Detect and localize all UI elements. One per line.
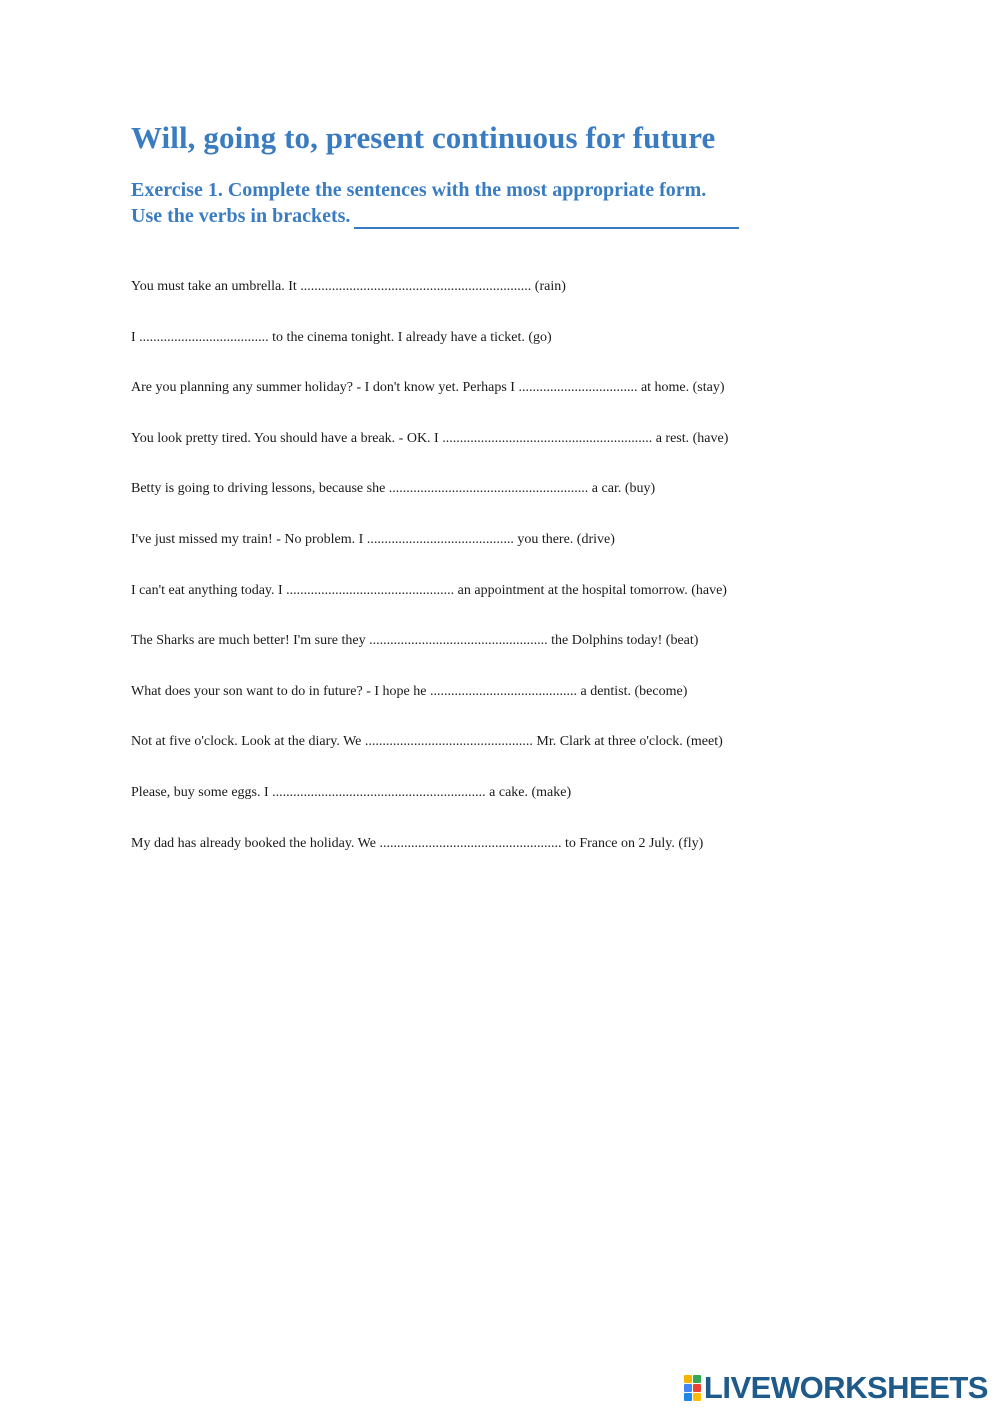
logo-square: [684, 1393, 692, 1401]
logo-square: [684, 1384, 692, 1392]
instruction-line-1: Exercise 1. Complete the sentences with the most appropriate form.: [131, 179, 707, 201]
liveworksheets-logo-icon: [684, 1375, 701, 1401]
question-item[interactable]: My dad has already booked the holiday. We .................................................... to France on 2 July. (fly): [131, 835, 704, 851]
logo-square: [693, 1384, 701, 1392]
logo-square: [693, 1393, 701, 1401]
question-item[interactable]: You must take an umbrella. It .................................................................. (rain): [131, 279, 566, 294]
question-list: [131, 278, 831, 885]
question-item[interactable]: I can't eat anything today. I ................................................ an appointment at the hospital tomorrow. (have): [131, 582, 727, 598]
logo-square: [693, 1375, 701, 1383]
logo-square: [684, 1375, 692, 1383]
instruction-underline: [354, 205, 739, 229]
question-item[interactable]: What does your son want to do in future? - I hope he .......................................... a dentist. (become): [131, 683, 688, 699]
liveworksheets-logo[interactable]: [684, 1370, 988, 1406]
exercise-instruction: [131, 177, 771, 229]
instruction-line-2: Use the verbs in brackets.: [131, 205, 351, 227]
worksheet-title: Will, going to, present continuous for future: [131, 120, 716, 155]
question-item[interactable]: I ..................................... to the cinema tonight. I already have a ticket. (go): [131, 329, 552, 345]
question-item[interactable]: The Sharks are much better! I'm sure they ................................................... the Dolphins today! (beat): [131, 633, 699, 649]
question-item[interactable]: Please, buy some eggs. I ............................................................. a cake. (make): [131, 784, 572, 800]
question-item[interactable]: Betty is going to driving lessons, because she ......................................................... a car. (buy): [131, 481, 656, 497]
logo-text: LIVEWORKSHEETS: [703, 1370, 988, 1405]
question-item[interactable]: You look pretty tired. You should have a break. - OK. I ............................................................ a rest. (have): [131, 430, 729, 446]
question-item[interactable]: Not at five o'clock. Look at the diary. We ................................................ Mr. Clark at three o'clock. (meet): [131, 734, 723, 750]
instruction-line-2-wrap: [131, 203, 771, 229]
question-item[interactable]: Are you planning any summer holiday? - I don't know yet. Perhaps I .................................. at home. (stay): [131, 380, 725, 396]
question-item[interactable]: I've just missed my train! - No problem. I .......................................... you there. (drive): [131, 531, 615, 547]
